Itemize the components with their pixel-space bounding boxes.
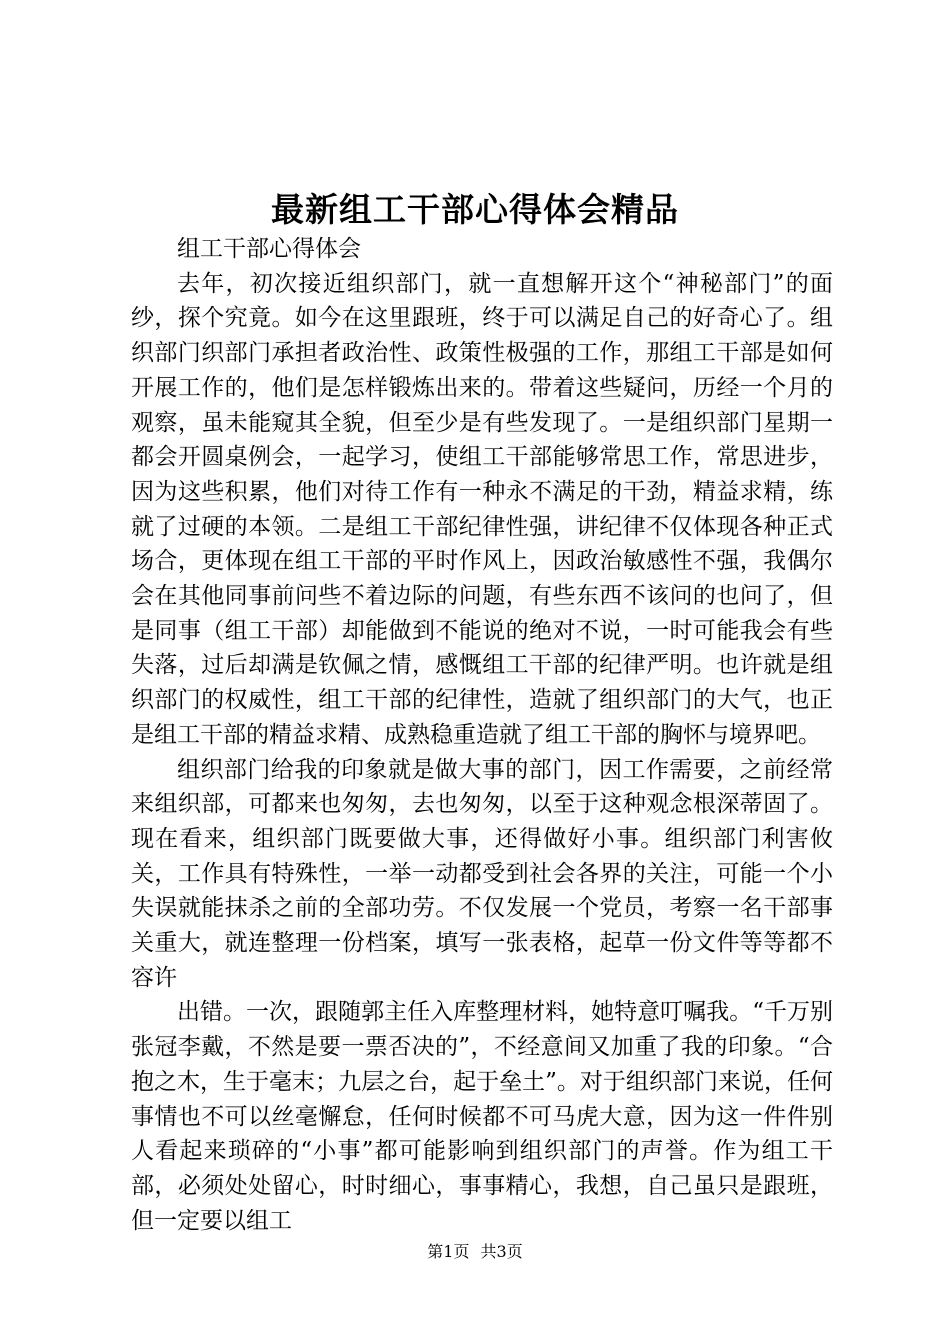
page-total: 共3页 — [480, 1242, 523, 1261]
document-title: 最新组工干部心得体会精品 — [271, 190, 679, 229]
document-body — [131, 232, 833, 1238]
document-subheading: 组工干部心得体会 — [177, 236, 361, 262]
page-footer — [0, 1240, 950, 1264]
paragraph-1: 去年，初次接近组织部门，就一直想解开这个“神秘部门”的面纱，探个究竟。如今在这里跟班，终于可以满足自己的好奇心了。组织部门织部门承担者政治性、政策性极强的工作，那组工干部是如何开展工作的，他们是怎样锻炼出来的。带着这些疑问，历经一个月的观察，虽未能窥其全貌，但至少是有些发现了。一是组织部门星期一都会开圆桌例会，一起学习，使组工干部能够常思工作，常思进步，因为这些积累，他们对待工作有一种永不满足的干劲，精益求精，练就了过硬的本领。二是组工干部纪律性强，讲纪律不仅体现各种正式场合，更体现在组工干部的平时作风上，因政治敏感性不强，我偶尔会在其他同事前问些不着边际的问题，有些东西不该问的也问了，但是同事（组工干部）却能做到不能说的绝对不说，一时可能我会有些失落，过后却满是钦佩之情，感慨组工干部的纪律严明。也许就是组织部门的权威性，组工干部的纪律性，造就了组织部门的大气，也正是组工干部的精益求精、成熟稳重造就了组工干部的胸怀与境界吧。 — [131, 270, 833, 748]
page-number: 第1页 — [427, 1242, 470, 1261]
paragraph-2: 组织部门给我的印象就是做大事的部门，因工作需要，之前经常来组织部，可都来也匆匆，去也匆匆，以至于这种观念根深蒂固了。现在看来，组织部门既要做大事，还得做好小事。组织部门利害攸关，工作具有特殊性，一举一动都受到社会各界的关注，可能一个小失误就能抹杀之前的全部功劳。不仅发展一个党员，考察一名干部事关重大，就连整理一份档案，填写一张表格，起草一份文件等等都不容许 — [131, 756, 833, 991]
paragraph-3: 出错。一次，跟随郭主任入库整理材料，她特意叮嘱我。“千万别张冠李戴，不然是要一票否决的”，不经意间又加重了我的印象。“合抱之木，生于毫末；九层之台，起于垒土”。对于组织部门来说，任何事情也不可以丝毫懈怠，任何时候都不可马虎大意，因为这一件件别人看起来琐碎的“小事”都可能影响到组织部门的声誉。作为组工干部，必须处处留心，时时细心，事事精心，我想，自己虽只是跟班，但一定要以组工 — [131, 999, 833, 1234]
